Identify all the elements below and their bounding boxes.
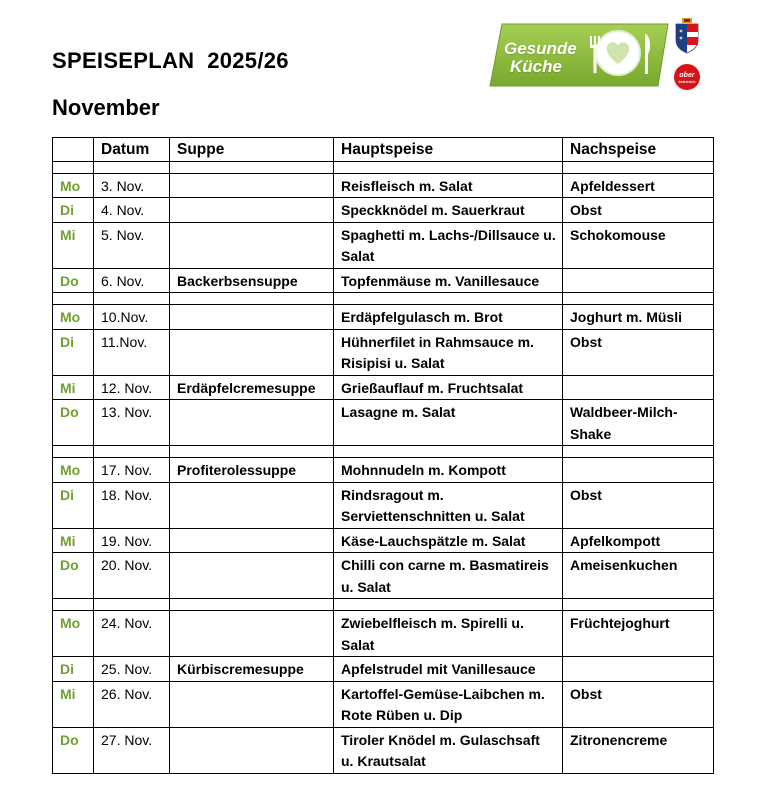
dessert-cell: Ameisenkuchen [563, 553, 714, 599]
date-cell: 4. Nov. [94, 198, 170, 223]
gesunde-kueche-logo [488, 20, 670, 90]
soup-cell [170, 611, 334, 657]
table-row [53, 329, 714, 375]
day-cell: Mo [53, 458, 94, 483]
soup-cell: Kürbiscremesuppe [170, 657, 334, 682]
main-cell: Erdäpfelgulasch m. Brot [334, 305, 563, 330]
header-date: Datum [94, 138, 170, 162]
date-cell: 27. Nov. [94, 727, 170, 773]
soup-cell: Profiterolessuppe [170, 458, 334, 483]
soup-cell [170, 222, 334, 268]
dessert-cell [563, 375, 714, 400]
main-cell: Grießauflauf m. Fruchtsalat [334, 375, 563, 400]
table-row [53, 681, 714, 727]
logo-line-1: Gesunde [504, 39, 577, 58]
dessert-cell: Obst [563, 329, 714, 375]
main-cell: Speckknödel m. Sauerkraut [334, 198, 563, 223]
main-cell: Zwiebelfleisch m. Spirelli u. Salat [334, 611, 563, 657]
logo-line-2: Küche [510, 57, 562, 76]
main-cell: Käse-Lauchspätzle m. Salat [334, 528, 563, 553]
main-cell: Chilli con carne m. Basmatireis u. Salat [334, 553, 563, 599]
spacer-row [53, 599, 714, 611]
soup-cell [170, 681, 334, 727]
main-cell: Kartoffel-Gemüse-Laibchen m. Rote Rüben u. Dip [334, 681, 563, 727]
dessert-cell: Früchtejoghurt [563, 611, 714, 657]
soup-cell [170, 198, 334, 223]
day-cell: Do [53, 727, 94, 773]
soup-cell [170, 553, 334, 599]
dessert-cell: Apfeldessert [563, 173, 714, 198]
date-cell: 24. Nov. [94, 611, 170, 657]
main-cell: Spaghetti m. Lachs-/Dillsauce u. Salat [334, 222, 563, 268]
table-row [53, 482, 714, 528]
dessert-cell: Joghurt m. Müsli [563, 305, 714, 330]
date-cell: 5. Nov. [94, 222, 170, 268]
soup-cell: Backerbsensuppe [170, 268, 334, 293]
day-cell: Mi [53, 528, 94, 553]
table-row [53, 222, 714, 268]
table-row [53, 727, 714, 773]
soup-cell [170, 482, 334, 528]
header-day [53, 138, 94, 162]
day-cell: Di [53, 198, 94, 223]
day-cell: Mo [53, 611, 94, 657]
dessert-cell: Apfelkompott [563, 528, 714, 553]
soup-cell: Erdäpfelcremesuppe [170, 375, 334, 400]
menu-table [52, 137, 714, 774]
table-row [53, 528, 714, 553]
spacer-row [53, 293, 714, 305]
day-cell: Do [53, 553, 94, 599]
date-cell: 17. Nov. [94, 458, 170, 483]
logo-wordmark [504, 40, 577, 76]
oberoesterreich-badge [674, 64, 700, 90]
date-cell: 3. Nov. [94, 173, 170, 198]
date-cell: 26. Nov. [94, 681, 170, 727]
dessert-cell: Obst [563, 198, 714, 223]
date-cell: 20. Nov. [94, 553, 170, 599]
header-row [53, 138, 714, 162]
main-cell: Hühnerfilet in Rahmsauce m. Risipisi u. Salat [334, 329, 563, 375]
day-cell: Mo [53, 173, 94, 198]
date-cell: 18. Nov. [94, 482, 170, 528]
table-row [53, 375, 714, 400]
coat-of-arms-icon [674, 18, 700, 54]
soup-cell [170, 173, 334, 198]
dessert-cell: Obst [563, 681, 714, 727]
page-title: SPEISEPLAN 2025/26 [52, 48, 289, 73]
date-cell: 13. Nov. [94, 400, 170, 446]
soup-cell [170, 528, 334, 553]
header-dessert: Nachspeise [563, 138, 714, 162]
day-cell: Mi [53, 222, 94, 268]
date-cell: 19. Nov. [94, 528, 170, 553]
header-main: Hauptspeise [334, 138, 563, 162]
plate-icon [596, 31, 640, 75]
table-row [53, 458, 714, 483]
month-heading: November [52, 95, 160, 120]
header-soup: Suppe [170, 138, 334, 162]
day-cell: Mi [53, 681, 94, 727]
dessert-cell: Schokomouse [563, 222, 714, 268]
day-cell: Mo [53, 305, 94, 330]
soup-cell [170, 305, 334, 330]
dessert-cell [563, 268, 714, 293]
soup-cell [170, 329, 334, 375]
day-cell: Do [53, 400, 94, 446]
table-row [53, 305, 714, 330]
table-row [53, 198, 714, 223]
dessert-cell [563, 657, 714, 682]
table-row [53, 173, 714, 198]
badge-text: ober [679, 72, 695, 79]
main-cell: Apfelstrudel mit Vanillesauce [334, 657, 563, 682]
spacer-row [53, 446, 714, 458]
spacer-row [53, 161, 714, 173]
dessert-cell: Zitronencreme [563, 727, 714, 773]
day-cell: Di [53, 329, 94, 375]
day-cell: Di [53, 482, 94, 528]
dessert-cell: Waldbeer-Milch-Shake [563, 400, 714, 446]
dessert-cell [563, 458, 714, 483]
date-cell: 6. Nov. [94, 268, 170, 293]
day-cell: Mi [53, 375, 94, 400]
table-row [53, 657, 714, 682]
main-cell: Reisfleisch m. Salat [334, 173, 563, 198]
table-row [53, 268, 714, 293]
day-cell: Do [53, 268, 94, 293]
date-cell: 11.Nov. [94, 329, 170, 375]
date-cell: 12. Nov. [94, 375, 170, 400]
table-row [53, 400, 714, 446]
main-cell: Tiroler Knödel m. Gulaschsaft u. Krautsalat [334, 727, 563, 773]
soup-cell [170, 400, 334, 446]
date-cell: 10.Nov. [94, 305, 170, 330]
table-row [53, 611, 714, 657]
table-row [53, 553, 714, 599]
day-cell: Di [53, 657, 94, 682]
main-cell: Mohnnudeln m. Kompott [334, 458, 563, 483]
date-cell: 25. Nov. [94, 657, 170, 682]
soup-cell [170, 727, 334, 773]
dessert-cell: Obst [563, 482, 714, 528]
main-cell: Rindsragout m. Serviettenschnitten u. Salat [334, 482, 563, 528]
main-cell: Topfenmäuse m. Vanillesauce [334, 268, 563, 293]
main-cell: Lasagne m. Salat [334, 400, 563, 446]
badge-subtext: österreich [678, 80, 696, 84]
